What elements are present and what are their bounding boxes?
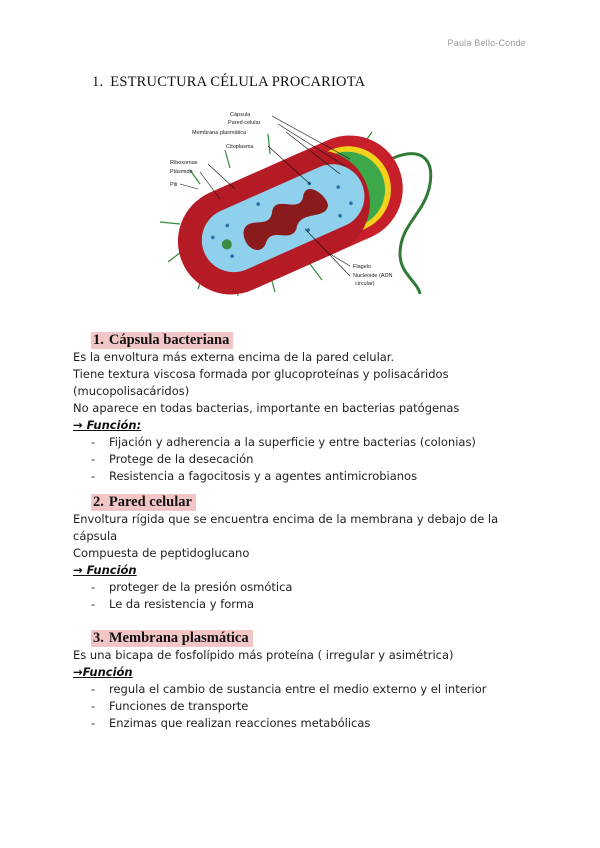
cell-illustration: [150, 104, 440, 304]
section-heading: [91, 494, 196, 511]
section-title: Cápsula bacteriana: [108, 332, 230, 348]
text-line: Tiene textura viscosa formada por glucoproteínas y polisacáridos: [73, 367, 449, 381]
prokaryotic-cell-diagram: [150, 104, 440, 304]
text-line: Envoltura rígida que se encuentra encima de la membrana y debajo de la: [73, 512, 499, 526]
section-capsula: [73, 329, 533, 485]
label-capsule: Cápsula: [230, 112, 251, 118]
list-item: - Fijación y adherencia a la superficie y entre bacterias (colonias): [91, 435, 476, 449]
text-line: No aparece en todas bacterias, importante en bacterias patógenas: [73, 401, 460, 415]
function-label: →Función: [73, 665, 133, 679]
label-plasma-membrane: Membrana plasmática: [192, 130, 247, 136]
function-list: [73, 579, 533, 613]
list-item: - regula el cambio de sustancia entre el medio externo y el interior: [91, 682, 487, 696]
section-number: 2.: [93, 494, 104, 510]
function-list: [73, 681, 533, 732]
title-text: ESTRUCTURA CÉLULA PROCARIOTA: [110, 74, 366, 90]
list-item: - Le da resistencia y forma: [91, 597, 255, 611]
text-line: Compuesta de peptidoglucano: [73, 546, 250, 560]
label-plasmid: Plásmido: [170, 169, 193, 175]
section-number: 1.: [93, 332, 104, 348]
section-title: Pared celular: [108, 494, 192, 510]
function-label: → Función: [73, 563, 137, 577]
author-name: Paula Bello-Conde: [447, 38, 526, 48]
text-line: cápsula: [73, 529, 118, 543]
section-heading: [91, 630, 253, 647]
list-item: - Resistencia a fagocitosis y a agentes antimicrobianos: [91, 469, 418, 483]
section-title: Membrana plasmática: [108, 630, 249, 646]
list-item: - Protege de la desecación: [91, 452, 254, 466]
label-pili: Pili: [170, 182, 178, 188]
section-number: 3.: [93, 630, 104, 646]
label-ribosomes: Ribosomas: [170, 160, 198, 166]
section-membrana-plasmatica: [73, 627, 533, 732]
section-pared-celular: [73, 491, 533, 613]
text-line: Es la envoltura más externa encima de la pared celular.: [73, 350, 395, 364]
section-heading: [91, 332, 233, 349]
label-nucleoid-2: circular): [355, 281, 375, 287]
label-nucleoid: Nucleoide (ADN: [353, 273, 393, 279]
label-cytoplasm: Citoplasma: [226, 144, 254, 150]
title-number: 1.: [92, 74, 104, 90]
list-item: - proteger de la presión osmótica: [91, 580, 293, 594]
function-label: → Función:: [73, 418, 142, 432]
label-flagellum: Flagelo: [353, 264, 372, 270]
list-item: - Enzimas que realizan reacciones metabólicas: [91, 716, 371, 730]
text-line: (mucopolisacáridos): [73, 384, 190, 398]
function-list: [73, 434, 533, 485]
page-title: [92, 74, 365, 91]
list-item: - Funciones de transporte: [91, 699, 249, 713]
text-line: Es una bicapa de fosfolípido más proteína ( irregular y asimétrica): [73, 648, 454, 662]
label-cell-wall: Pared celular: [228, 120, 261, 126]
